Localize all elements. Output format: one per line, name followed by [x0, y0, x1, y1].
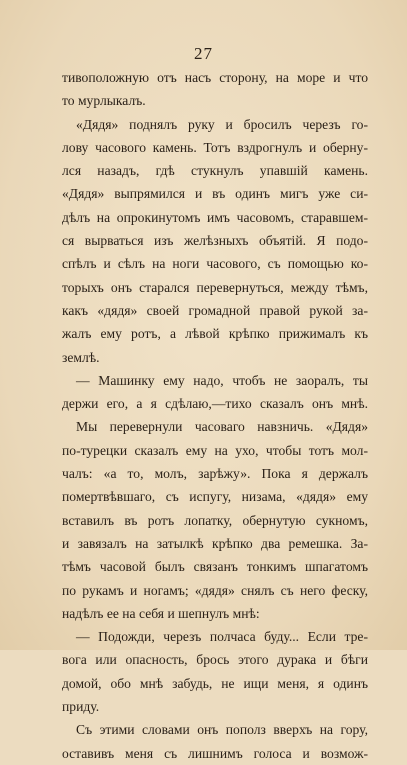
text-line: лся назадъ, гдѣ стукнулъ упавшiй камень. — [62, 163, 368, 179]
text-line: вставилъ въ ротъ лопатку, обернутую сукномъ, — [62, 512, 368, 528]
text-line: тивоположную отъ насъ сторону, на море и что — [62, 70, 368, 85]
page-number: 27 — [194, 44, 213, 63]
text-line: лову часового камень. Тотъ вздрогнулъ и оберну- — [62, 139, 368, 155]
text-line: держи его, а я сдѣлаю,—тихо сказалъ онъ мнѣ. — [62, 396, 368, 412]
text-line: спѣлъ и сѣлъ на ноги часового, съ помощью ко- — [62, 256, 368, 272]
text-line: «Дядя» поднялъ руку и бросилъ черезъ го- — [76, 116, 368, 132]
text-line: жалъ ему ротъ, а лѣвой крѣпко прижималъ къ — [62, 326, 368, 342]
text-line: тѣмъ часовой былъ связанъ тонкимъ шпагатомъ — [62, 559, 368, 575]
text-line: чалъ: «а то, молъ, зарѣжу». Пока я держалъ — [62, 466, 368, 482]
text-line: вога или опасность, брось этого дурака и бѣги — [62, 652, 368, 668]
text-line: землѣ. — [62, 349, 100, 365]
text-line: — Подожди, черезъ полчаса буду... Если тре- — [76, 629, 368, 645]
text-line: то мурлыкалъ. — [62, 93, 146, 109]
text-line: дѣлъ на опрокинутомъ имъ часовомъ, старавшем- — [62, 209, 368, 225]
text-line: домой, обо мнѣ забудь, не ищи меня, я одинъ — [62, 675, 368, 691]
text-line: — Машинку ему надо, чтобъ не заоралъ, ты — [76, 372, 368, 388]
text-line: приду. — [62, 699, 100, 715]
body-text — [62, 66, 368, 765]
text-line: помертвѣвшаго, съ испугу, низама, «дядя» ему — [62, 489, 368, 505]
text-line: ся вырваться изъ желѣзныхъ объятiй. Я подо- — [62, 233, 368, 249]
text-line: какъ «дядя» своей громадной правой рукой за- — [62, 302, 368, 318]
text-line: Мы перевернули часоваго навзничь. «Дядя» — [76, 419, 368, 435]
text-line: «Дядя» выпрямился и въ одинъ мигъ уже си- — [62, 186, 368, 202]
text-line: по-турецки сказалъ ему на ухо, чтобы тотъ мол- — [62, 442, 368, 458]
text-line: Съ этими словами онъ пополз вверхъ на гору, — [76, 722, 368, 738]
text-line: и завязалъ на затылкѣ крѣпко два ремешка. За- — [62, 535, 368, 551]
text-line: по рукамъ и ногамъ; «дядя» снялъ съ него феску, — [62, 582, 368, 598]
text-line: оставивъ меня съ лишнимъ голоса и возмож- — [62, 745, 368, 761]
text-line: надѣлъ ее на себя и шепнулъ мнѣ: — [62, 605, 260, 621]
text-line: торыхъ онъ старался перевернуться, между тѣмъ, — [62, 279, 368, 295]
